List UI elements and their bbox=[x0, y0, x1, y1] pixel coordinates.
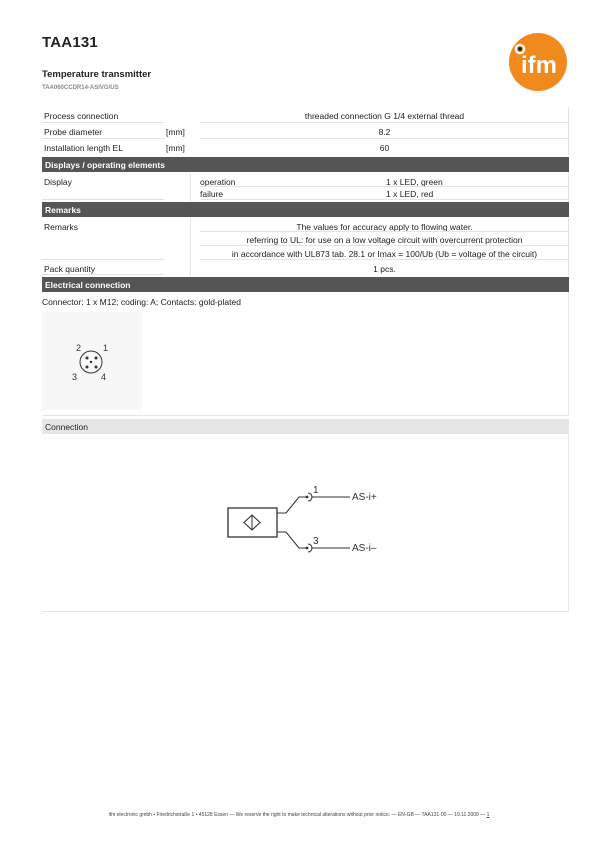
pin-label-1: 1 bbox=[103, 343, 109, 353]
wire-label-top: AS-i+ bbox=[352, 492, 377, 503]
remark-line: The values for accuracy apply to flowing water. bbox=[296, 222, 473, 232]
footer-text: ifm electronic gmbh • Friedrichstraße 1 • 45128 Essen — We reserve the right to make technical alterations without prior notice. — EN-GB — TAA131-00 — 19.11.2009 — bbox=[108, 812, 486, 818]
connector-pinout bbox=[42, 312, 142, 410]
display-state-failure: failure bbox=[200, 189, 224, 199]
product-title: TAA131 bbox=[42, 34, 98, 51]
pin-terminal-icon bbox=[308, 493, 312, 501]
ifm-logo bbox=[509, 33, 567, 91]
spec-row-probe-diameter bbox=[42, 123, 569, 139]
spec-value: 8.2 bbox=[378, 127, 391, 137]
wire-pin-top: 1 bbox=[313, 485, 319, 496]
pin-label-2: 2 bbox=[76, 343, 82, 353]
wiring-diagram bbox=[200, 470, 420, 570]
article-code: TAA060CCDR14-ASIVG/US bbox=[42, 85, 119, 91]
spec-label: Process connection bbox=[44, 111, 119, 121]
pin-label-3: 3 bbox=[72, 372, 78, 382]
footer bbox=[0, 812, 598, 818]
section-displays bbox=[42, 157, 569, 172]
section-title: Displays / operating elements bbox=[45, 159, 165, 170]
spec-label: Probe diameter bbox=[44, 127, 103, 137]
pack-label: Pack quantity bbox=[44, 264, 96, 274]
spec-row-installation-length bbox=[42, 139, 569, 155]
display-value-operation: 1 x LED, green bbox=[386, 177, 443, 187]
page-number-link[interactable]: 1 bbox=[486, 812, 490, 818]
pin-terminal-icon bbox=[308, 544, 312, 552]
connection-header bbox=[42, 419, 569, 434]
spec-value: threaded connection G 1/4 external thread bbox=[304, 111, 465, 121]
spec-label: Installation length EL bbox=[44, 143, 123, 153]
remark-line: referring to UL: for use on a low voltage circuit with overcurrent protection bbox=[246, 235, 523, 245]
remarks-label: Remarks bbox=[44, 222, 79, 232]
pack-quantity-row bbox=[42, 260, 569, 276]
pin-label-4: 4 bbox=[101, 372, 107, 382]
section-electrical-connection bbox=[42, 277, 569, 292]
display-block bbox=[42, 173, 569, 201]
spec-value: 60 bbox=[379, 143, 390, 153]
logo-text: ifm bbox=[521, 52, 557, 79]
section-title: Electrical connection bbox=[45, 279, 131, 290]
pack-value: 1 pcs. bbox=[373, 264, 396, 274]
spec-row-process-connection bbox=[42, 107, 569, 123]
wire-pin-bottom: 3 bbox=[313, 536, 319, 547]
spec-unit: [mm] bbox=[166, 127, 185, 137]
remarks-block bbox=[42, 218, 569, 260]
connector-description: Connector: 1 x M12; coding: A; Contacts: gold-plated bbox=[42, 297, 241, 307]
display-value-failure: 1 x LED, red bbox=[386, 189, 434, 199]
section-remarks bbox=[42, 202, 569, 217]
remark-line: in accordance with UL873 tab. 28.1 or Imax = 100/Ub (Ub = voltage of the circuit) bbox=[231, 249, 538, 259]
display-label: Display bbox=[44, 177, 72, 187]
product-subtitle: Temperature transmitter bbox=[42, 69, 152, 80]
wire-label-bottom: AS-i– bbox=[352, 543, 377, 554]
connection-title: Connection bbox=[45, 421, 89, 432]
display-state-operation: operation bbox=[200, 177, 236, 187]
section-title: Remarks bbox=[45, 204, 81, 215]
spec-unit: [mm] bbox=[166, 143, 185, 153]
